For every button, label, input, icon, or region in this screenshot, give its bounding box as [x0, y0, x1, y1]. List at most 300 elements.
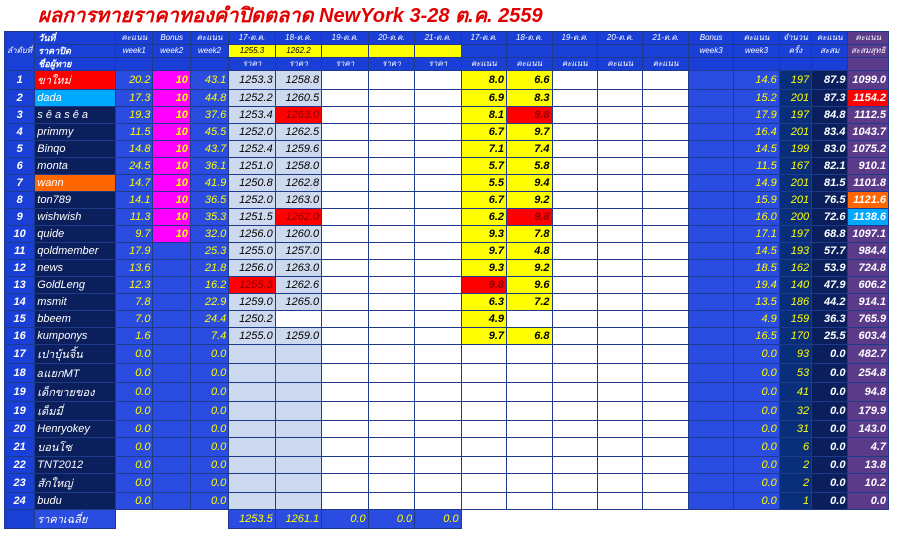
bonus-week3	[688, 438, 733, 457]
empty-score	[552, 402, 597, 421]
empty-price	[415, 175, 461, 192]
week1-score: 0.0	[116, 421, 153, 438]
player-name: เด็กขายของ	[35, 383, 116, 402]
player-name: TNT2012	[35, 457, 116, 474]
guess-price: 1258.0	[275, 158, 321, 175]
footer-avg: 0.0	[322, 510, 368, 529]
empty-score	[597, 402, 642, 421]
empty-price	[322, 141, 368, 158]
rank-cell: 20	[5, 421, 35, 438]
day-score: 7.4	[507, 141, 552, 158]
guess-price: 1256.0	[229, 226, 275, 243]
empty-price	[415, 438, 461, 457]
rank-cell: 6	[5, 158, 35, 175]
player-name: ton789	[35, 192, 116, 209]
header-acc-a: คะแนน	[812, 32, 848, 45]
guess-price	[229, 345, 275, 364]
footer-row	[5, 510, 889, 529]
bonus-week3	[688, 175, 733, 192]
week1-score: 17.3	[116, 90, 153, 107]
rank-cell: 1	[5, 71, 35, 90]
empty-score	[643, 383, 688, 402]
bonus-week3	[688, 260, 733, 277]
bonus-week2	[153, 383, 190, 402]
rank-cell: 8	[5, 192, 35, 209]
rank-cell: 15	[5, 311, 35, 328]
header-spacer	[848, 58, 889, 71]
empty-score	[643, 345, 688, 364]
guess-price: 1255.3	[229, 277, 275, 294]
bonus-week3	[688, 383, 733, 402]
empty-price	[322, 209, 368, 226]
bonus-week2	[153, 421, 190, 438]
empty-price	[368, 260, 414, 277]
week3-score: 13.5	[734, 294, 779, 311]
week2-score: 43.7	[190, 141, 228, 158]
player-name: GoldLeng	[35, 277, 116, 294]
count: 2	[779, 457, 811, 474]
table-row	[5, 402, 889, 421]
week2-score: 16.2	[190, 277, 228, 294]
table-row	[5, 438, 889, 457]
week1-score: 1.6	[116, 328, 153, 345]
day-score: 9.8	[507, 107, 552, 124]
bonus-week2: 10	[153, 71, 190, 90]
net-total: 1138.6	[848, 209, 889, 226]
day-score	[461, 438, 506, 457]
day-score: 6.7	[461, 192, 506, 209]
empty-score	[552, 90, 597, 107]
net-total: 1097.1	[848, 226, 889, 243]
empty-score	[643, 107, 688, 124]
header-date: 19-ต.ค.	[322, 32, 368, 45]
empty-price	[368, 141, 414, 158]
empty-price	[322, 192, 368, 209]
guess-price	[275, 345, 321, 364]
table-row	[5, 457, 889, 474]
week3-score: 16.5	[734, 328, 779, 345]
net-total: 724.8	[848, 260, 889, 277]
header-date: 18-ต.ค.	[507, 32, 552, 45]
player-name: kumponys	[35, 328, 116, 345]
net-total: 606.2	[848, 277, 889, 294]
table-row	[5, 141, 889, 158]
bonus-week3	[688, 364, 733, 383]
table-row	[5, 175, 889, 192]
net-total: 0.0	[848, 493, 889, 510]
bonus-week3	[688, 474, 733, 493]
week3-score: 0.0	[734, 421, 779, 438]
header-spacer	[190, 58, 228, 71]
empty-price	[368, 209, 414, 226]
empty-price	[368, 311, 414, 328]
empty-score	[597, 383, 642, 402]
empty-score	[552, 294, 597, 311]
net-total: 10.2	[848, 474, 889, 493]
empty-score	[552, 345, 597, 364]
empty-price	[322, 311, 368, 328]
week1-score: 19.3	[116, 107, 153, 124]
empty-price	[415, 158, 461, 175]
count: 199	[779, 141, 811, 158]
day-score	[507, 402, 552, 421]
guess-price	[229, 364, 275, 383]
empty-score	[643, 311, 688, 328]
header-spacer	[779, 58, 811, 71]
week3-score: 0.0	[734, 345, 779, 364]
empty-price	[368, 90, 414, 107]
day-score	[507, 364, 552, 383]
week1-score: 0.0	[116, 493, 153, 510]
empty-score	[552, 192, 597, 209]
empty-score	[552, 364, 597, 383]
empty-price	[322, 124, 368, 141]
empty-score	[552, 209, 597, 226]
guess-price: 1262.6	[275, 277, 321, 294]
accumulated-score: 76.5	[812, 192, 848, 209]
empty-score	[597, 90, 642, 107]
count: 162	[779, 260, 811, 277]
count: 170	[779, 328, 811, 345]
accumulated-score: 72.6	[812, 209, 848, 226]
table-row	[5, 209, 889, 226]
guess-price: 1258.8	[275, 71, 321, 90]
guess-price	[229, 421, 275, 438]
guess-price	[229, 474, 275, 493]
header-tot-b: สะสมสุทธิ	[848, 45, 889, 58]
header-date: 20-ต.ค.	[368, 32, 414, 45]
count: 140	[779, 277, 811, 294]
empty-price	[322, 71, 368, 90]
empty-price	[368, 158, 414, 175]
empty-price	[322, 226, 368, 243]
player-name: quide	[35, 226, 116, 243]
day-score: 8.3	[507, 90, 552, 107]
table-row	[5, 124, 889, 141]
week3-score: 16.0	[734, 209, 779, 226]
player-name: dada	[35, 90, 116, 107]
guess-price	[229, 438, 275, 457]
rank-cell: 19	[5, 402, 35, 421]
rank-cell: 24	[5, 493, 35, 510]
day-score: 9.2	[507, 192, 552, 209]
empty-price	[415, 311, 461, 328]
empty-score	[552, 457, 597, 474]
empty-price	[415, 328, 461, 345]
day-score: 8.1	[461, 107, 506, 124]
empty-score	[552, 311, 597, 328]
empty-price	[368, 294, 414, 311]
day-score: 9.2	[507, 260, 552, 277]
empty-score	[643, 90, 688, 107]
header-w1b: week1	[116, 45, 153, 58]
guess-price	[275, 364, 321, 383]
guess-price: 1263.0	[275, 192, 321, 209]
bonus-week3	[688, 311, 733, 328]
bonus-week3	[688, 107, 733, 124]
bonus-week2	[153, 243, 190, 260]
week1-score: 0.0	[116, 457, 153, 474]
table-row	[5, 383, 889, 402]
header-spacer	[116, 58, 153, 71]
bonus-week2: 10	[153, 141, 190, 158]
table-row	[5, 421, 889, 438]
player-name: wishwish	[35, 209, 116, 226]
header-date: 21-ต.ค.	[415, 32, 461, 45]
accumulated-score: 0.0	[812, 402, 848, 421]
close-price	[415, 45, 461, 58]
week3-score: 0.0	[734, 402, 779, 421]
accumulated-score: 0.0	[812, 457, 848, 474]
empty-price	[322, 438, 368, 457]
guess-price	[229, 383, 275, 402]
empty-price	[368, 364, 414, 383]
empty-price	[322, 294, 368, 311]
player-name: bbeem	[35, 311, 116, 328]
guess-price	[229, 493, 275, 510]
day-score	[507, 383, 552, 402]
header-score: คะแนน	[643, 58, 688, 71]
empty-price	[415, 277, 461, 294]
accumulated-score: 0.0	[812, 421, 848, 438]
footer-avg: 1261.1	[275, 510, 321, 529]
empty-score	[643, 141, 688, 158]
guess-price: 1263.0	[275, 107, 321, 124]
empty-price	[322, 277, 368, 294]
header-price: ราคา	[322, 58, 368, 71]
header-price: ราคา	[368, 58, 414, 71]
player-name: บอนโซ	[35, 438, 116, 457]
bonus-week2	[153, 438, 190, 457]
week2-score: 21.8	[190, 260, 228, 277]
week3-score: 16.4	[734, 124, 779, 141]
header-score: คะแนน	[507, 58, 552, 71]
footer-spacer	[116, 510, 153, 529]
guess-price: 1250.2	[229, 311, 275, 328]
guess-price: 1250.8	[229, 175, 275, 192]
bonus-week3	[688, 243, 733, 260]
week1-score: 0.0	[116, 438, 153, 457]
week2-score: 32.0	[190, 226, 228, 243]
day-score: 8.0	[461, 71, 506, 90]
bonus-week3	[688, 192, 733, 209]
empty-score	[597, 107, 642, 124]
rank-cell: 9	[5, 209, 35, 226]
empty-price	[368, 226, 414, 243]
empty-price	[415, 90, 461, 107]
empty-score	[643, 402, 688, 421]
week3-score: 4.9	[734, 311, 779, 328]
empty-score	[597, 345, 642, 364]
empty-score	[597, 158, 642, 175]
guess-price: 1252.0	[229, 124, 275, 141]
count: 93	[779, 345, 811, 364]
empty-score	[597, 438, 642, 457]
empty-score	[552, 141, 597, 158]
bonus-week2: 10	[153, 107, 190, 124]
empty-score	[643, 71, 688, 90]
header-score: คะแนน	[461, 58, 506, 71]
table-row	[5, 474, 889, 493]
day-score: 6.9	[461, 90, 506, 107]
empty-price	[322, 474, 368, 493]
guess-price: 1262.8	[275, 175, 321, 192]
empty-price	[415, 71, 461, 90]
week1-score: 14.1	[116, 192, 153, 209]
guess-price	[275, 402, 321, 421]
empty-price	[322, 107, 368, 124]
empty-price	[368, 192, 414, 209]
net-total: 765.9	[848, 311, 889, 328]
player-name: สักใหญ่	[35, 474, 116, 493]
bonus-week2	[153, 311, 190, 328]
week2-score: 0.0	[190, 402, 228, 421]
week1-score: 14.7	[116, 175, 153, 192]
day-score	[507, 311, 552, 328]
net-total: 4.7	[848, 438, 889, 457]
footer-spacer	[153, 510, 190, 529]
empty-price	[368, 71, 414, 90]
rank-cell: 4	[5, 124, 35, 141]
guess-price	[275, 474, 321, 493]
net-total: 13.8	[848, 457, 889, 474]
footer-avg: 0.0	[368, 510, 414, 529]
table-row	[5, 345, 889, 364]
header-b2a: Bonus	[153, 32, 190, 45]
week2-score: 45.5	[190, 124, 228, 141]
header-date: 20-ต.ค.	[597, 32, 642, 45]
net-total: 179.9	[848, 402, 889, 421]
empty-score	[597, 243, 642, 260]
day-score: 9.8	[461, 277, 506, 294]
day-score	[461, 402, 506, 421]
net-total: 910.1	[848, 158, 889, 175]
week3-score: 15.2	[734, 90, 779, 107]
table-row	[5, 107, 889, 124]
net-total: 1099.0	[848, 71, 889, 90]
week1-score: 11.3	[116, 209, 153, 226]
header-w3b: week3	[734, 45, 779, 58]
empty-price	[368, 457, 414, 474]
week3-score: 17.1	[734, 226, 779, 243]
day-score	[461, 421, 506, 438]
count: 201	[779, 192, 811, 209]
empty-price	[322, 175, 368, 192]
day-score: 9.6	[507, 277, 552, 294]
guess-price: 1263.0	[275, 260, 321, 277]
week3-score: 14.9	[734, 175, 779, 192]
empty-score	[643, 457, 688, 474]
close-price	[322, 45, 368, 58]
bonus-week3	[688, 457, 733, 474]
empty-price	[322, 364, 368, 383]
week1-score: 0.0	[116, 345, 153, 364]
empty-price	[322, 383, 368, 402]
rank-cell: 3	[5, 107, 35, 124]
empty-price	[415, 421, 461, 438]
day-score: 7.2	[507, 294, 552, 311]
week3-score: 0.0	[734, 457, 779, 474]
table-row	[5, 243, 889, 260]
empty-score	[643, 243, 688, 260]
guess-price: 1262.0	[275, 209, 321, 226]
header-player: ชื่อผู้ทาย	[35, 58, 116, 71]
header-date: 18-ต.ค.	[275, 32, 321, 45]
guess-price	[275, 383, 321, 402]
week2-score: 43.1	[190, 71, 228, 90]
results-table	[4, 31, 889, 529]
bonus-week2: 10	[153, 192, 190, 209]
day-score: 6.3	[461, 294, 506, 311]
day-score: 4.9	[461, 311, 506, 328]
day-score	[461, 493, 506, 510]
empty-score	[597, 71, 642, 90]
week1-score: 17.9	[116, 243, 153, 260]
empty-price	[415, 364, 461, 383]
empty-price	[415, 474, 461, 493]
empty-price	[368, 243, 414, 260]
empty-price	[415, 226, 461, 243]
bonus-week2: 10	[153, 158, 190, 175]
bonus-week2: 10	[153, 209, 190, 226]
empty-score	[597, 209, 642, 226]
day-score	[461, 364, 506, 383]
player-name: qoldmember	[35, 243, 116, 260]
accumulated-score: 0.0	[812, 474, 848, 493]
footer-spacer	[461, 510, 888, 529]
empty-price	[415, 124, 461, 141]
week3-score: 15.9	[734, 192, 779, 209]
day-score: 4.8	[507, 243, 552, 260]
empty-price	[322, 328, 368, 345]
empty-price	[415, 345, 461, 364]
net-total: 603.4	[848, 328, 889, 345]
empty-score	[552, 158, 597, 175]
week2-score: 0.0	[190, 364, 228, 383]
week3-score: 14.5	[734, 141, 779, 158]
accumulated-score: 0.0	[812, 438, 848, 457]
rank-cell: 10	[5, 226, 35, 243]
week2-score: 0.0	[190, 474, 228, 493]
bonus-week2	[153, 474, 190, 493]
week1-score: 14.8	[116, 141, 153, 158]
player-name: budu	[35, 493, 116, 510]
empty-price	[322, 260, 368, 277]
close-price: 1255.3	[229, 45, 275, 58]
table-row	[5, 328, 889, 345]
header-date: 19-ต.ค.	[552, 32, 597, 45]
count: 53	[779, 364, 811, 383]
header-spacer	[153, 58, 190, 71]
rank-cell: 18	[5, 364, 35, 383]
player-name: s ê a s ê a	[35, 107, 116, 124]
day-score	[461, 474, 506, 493]
empty-score	[597, 328, 642, 345]
empty-price	[415, 294, 461, 311]
empty-price	[322, 90, 368, 107]
empty-price	[322, 493, 368, 510]
count: 31	[779, 421, 811, 438]
count: 193	[779, 243, 811, 260]
net-total: 914.1	[848, 294, 889, 311]
day-score	[507, 438, 552, 457]
player-name: primmy	[35, 124, 116, 141]
day-score: 6.2	[461, 209, 506, 226]
week2-score: 0.0	[190, 421, 228, 438]
bonus-week2: 10	[153, 175, 190, 192]
table-body	[5, 71, 889, 510]
day-score	[461, 345, 506, 364]
